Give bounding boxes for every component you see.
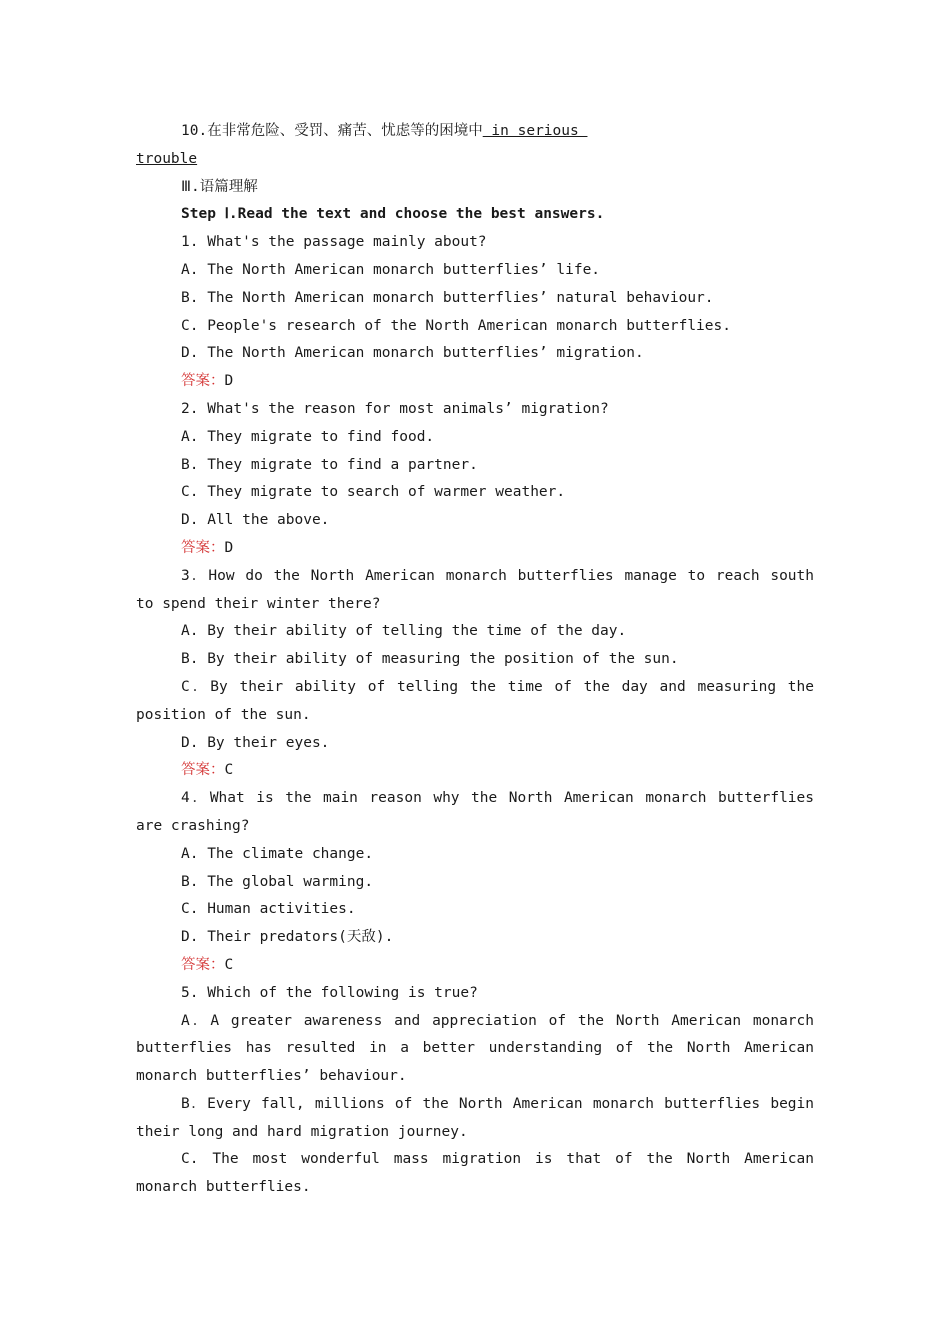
option-b: B. The global warming. <box>181 873 374 890</box>
option-b: B. They migrate to find a partner. <box>181 456 478 473</box>
answer-value: D <box>224 539 234 556</box>
answer-line <box>136 535 814 563</box>
item-prompt: 在非常危险、受罚、痛苦、忧虑等的困境中 <box>207 123 483 139</box>
question-stem: 2. What's the reason for most animals’ migration? <box>181 400 609 417</box>
fill-in-item-10-continued <box>136 146 814 174</box>
item-answer-part2: trouble <box>136 150 198 167</box>
option-c: C. The most wonderful mass migration is that of the North American monarch butterflies. <box>136 1151 823 1196</box>
option-a: A. By their ability of telling the time of the day. <box>181 623 627 640</box>
answer-line <box>136 952 814 980</box>
item-answer-part1: in serious <box>482 123 588 139</box>
option-c: C. They migrate to search of warmer weather. <box>181 484 566 501</box>
option-c: C. People's research of the North American monarch butterflies. <box>181 317 731 334</box>
question-3 <box>136 563 823 785</box>
answer-value: D <box>224 373 234 390</box>
option-a: A. The climate change. <box>181 845 374 862</box>
question-stem: 5. Which of the following is true? <box>181 984 478 1001</box>
option-d: D. Their predators(天敌). <box>181 929 394 946</box>
option-d: D. The North American monarch butterflies’ migration. <box>181 345 644 362</box>
answer-label: 答案： <box>181 373 225 390</box>
answer-label: 答案： <box>181 539 225 556</box>
question-1 <box>136 229 814 396</box>
option-c: C．By their ability of telling the time of the day and measuring the position of the sun. <box>136 678 823 723</box>
question-stem: 4．What is the main reason why the North American monarch butterflies are crashing? <box>136 790 823 834</box>
option-b: B. By their ability of measuring the position of the sun. <box>181 651 679 668</box>
option-d: D. All the above. <box>181 512 330 529</box>
option-b: B. The North American monarch butterflies’ natural behaviour. <box>181 289 714 306</box>
option-a: A. The North American monarch butterflies’ life. <box>181 261 601 278</box>
item-number: 10. <box>181 123 208 139</box>
option-a: A. They migrate to find food. <box>181 428 435 445</box>
question-2 <box>136 396 814 563</box>
option-b: B．Every fall, millions of the North American monarch butterflies begin their long and hard migration journey. <box>136 1095 823 1140</box>
answer-value: C <box>224 762 234 779</box>
option-a: A．A greater awareness and appreciation of the North American monarch butterflies has resulted in a better understanding of the North American monarch butterflies’ behaviour. <box>136 1012 823 1085</box>
answer-line <box>136 757 814 785</box>
answer-value: C <box>224 956 234 973</box>
option-d: D. By their eyes. <box>181 734 330 751</box>
option-c: C. Human activities. <box>181 901 356 918</box>
question-stem: 1. What's the passage mainly about? <box>181 234 487 251</box>
question-4 <box>136 785 823 980</box>
question-stem: 3．How do the North American monarch butterflies manage to reach south to spend their winter there? <box>136 567 823 612</box>
question-5 <box>136 980 823 1202</box>
section-heading: Ⅲ.语篇理解 <box>181 178 258 195</box>
document-page <box>136 118 823 1202</box>
fill-in-item-10 <box>136 118 814 146</box>
answer-label: 答案： <box>181 762 225 779</box>
step-heading: Step Ⅰ.Read the text and choose the best answers. <box>181 206 605 223</box>
answer-label: 答案： <box>181 956 225 973</box>
answer-line <box>136 368 814 396</box>
